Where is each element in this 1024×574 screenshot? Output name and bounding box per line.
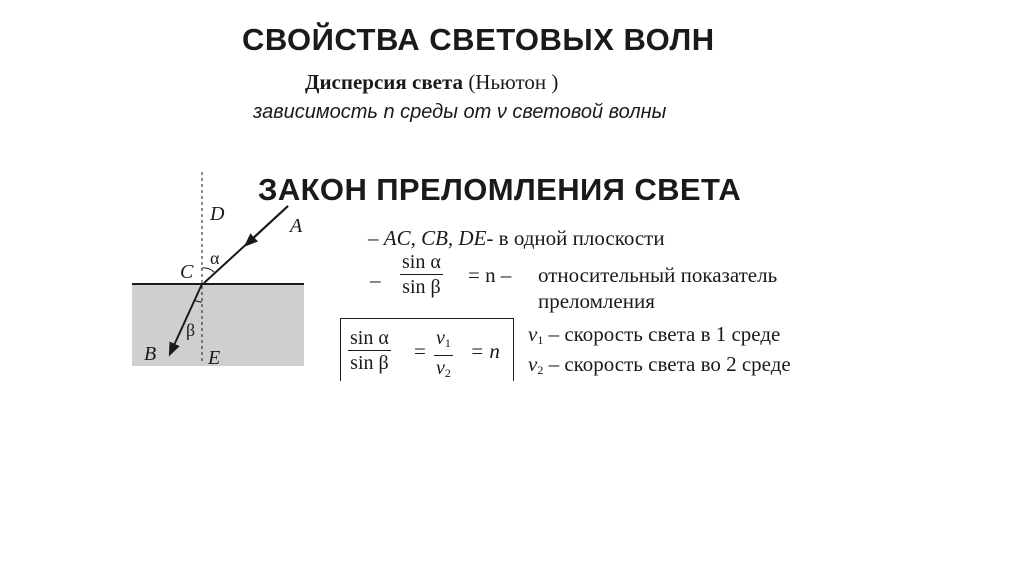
page-title: СВОЙСТВА СВЕТОВЫХ ВОЛН — [242, 22, 715, 57]
refraction-index-label: относительный показатель — [538, 263, 778, 287]
dispersion-bold: Дисперсия света — [305, 70, 464, 94]
formula-v1: v — [436, 327, 445, 349]
formula-v2: v — [436, 357, 445, 379]
formula-sin-den: sin β — [350, 352, 389, 374]
speed-v2 — [528, 352, 791, 378]
section-title: ЗАКОН ПРЕЛОМЛЕНИЯ СВЕТА — [258, 172, 742, 207]
label-B: B — [144, 343, 157, 365]
statement-vars: AC, CB, DE- — [383, 226, 494, 250]
statement-text: в одной плоскости — [498, 226, 665, 250]
speed-v1 — [528, 322, 780, 348]
speed-v1-text: – скорость света в 1 среде — [548, 322, 781, 346]
ratio-equals: = n – — [468, 263, 512, 287]
dispersion-author: (Ньютон ) — [468, 70, 559, 94]
label-C: C — [180, 261, 194, 283]
ratio-denominator: sin β — [402, 276, 441, 298]
incident-ray-arrow — [246, 206, 288, 245]
label-beta: β — [186, 320, 196, 340]
refraction-diagram — [128, 168, 328, 374]
formula-equals-1: = — [414, 339, 426, 363]
label-D: D — [210, 203, 225, 225]
statement-dash-2: – — [370, 268, 381, 292]
formula-sin-fraction — [348, 327, 391, 374]
ratio-numerator: sin α — [402, 251, 441, 273]
formula-v2-sub: 2 — [444, 366, 451, 380]
speed-v2-sub: 2 — [537, 363, 544, 377]
label-E: E — [208, 347, 221, 369]
refraction-index-label-2: преломления — [538, 289, 655, 313]
dispersion-heading — [305, 70, 558, 95]
formula-equals-n: = n — [470, 339, 500, 363]
statement-dash: – — [368, 226, 379, 250]
statement-plane — [368, 226, 665, 251]
dispersion-description: зависимость n среды от ν световой волны — [253, 101, 667, 123]
label-A: A — [290, 215, 303, 237]
label-alpha: α — [210, 248, 220, 268]
speed-v2-symbol: v — [528, 352, 538, 376]
alpha-arc — [202, 268, 214, 272]
ratio-fraction — [400, 251, 443, 298]
formula-v1-sub: 1 — [444, 336, 451, 350]
speed-v2-text: – скорость света во 2 среде — [548, 352, 791, 376]
formula-sin-num: sin α — [350, 327, 389, 349]
formula-v-fraction — [434, 327, 453, 384]
speed-v1-sub: 1 — [537, 333, 544, 347]
speed-v1-symbol: v — [528, 322, 538, 346]
